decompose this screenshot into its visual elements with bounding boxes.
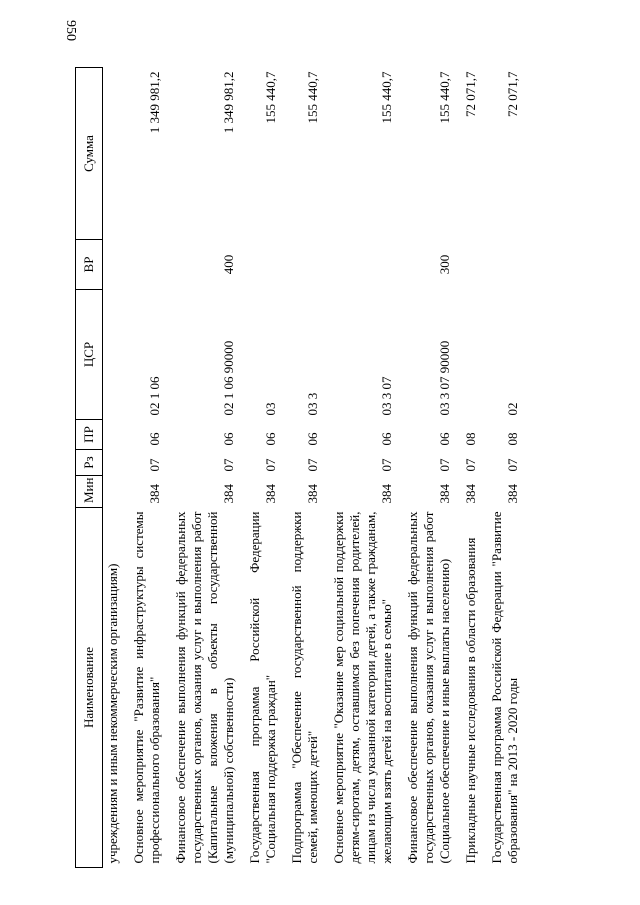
- row-name: Подпрограмма "Обеспечение государственной поддержки семей, имеющих детей": [289, 511, 320, 864]
- row-min: 384: [221, 484, 236, 504]
- row-vr: [329, 240, 397, 290]
- row-name: Основное мероприятие "Оказание мер социальной поддержки детям-сиротам, детям, оставшимся без попечения родителей, лицам из числа указанной категории детей, а также гражданам, желающим взять детей на воспитание в семью": [331, 511, 394, 864]
- table-row: [287, 68, 323, 868]
- row-min: 384: [379, 484, 394, 504]
- row-csr: 02 1 06 90000: [221, 340, 236, 416]
- row-vr: [287, 240, 323, 290]
- row-csr: [103, 290, 124, 420]
- row-pr: 06: [437, 432, 452, 446]
- row-rz: [103, 450, 124, 476]
- budget-table: [75, 67, 523, 868]
- row-sum: 72 071,7: [505, 71, 520, 117]
- row-min: 384: [437, 484, 452, 504]
- row-vr: [245, 240, 281, 290]
- row-sum: 155 440,7: [263, 71, 278, 124]
- row-rz: 07: [305, 458, 320, 472]
- row-min: 384: [263, 484, 278, 504]
- row-name: учреждениям и иным некоммерческим организациям): [105, 563, 120, 864]
- row-rz: 07: [505, 458, 520, 472]
- row-name: Финансовое обеспечение выполнения функций федеральных государственных органов, оказания услуг и выполнения работ (Социальное обеспечение и иные выплаты населению): [405, 511, 452, 864]
- table-row: [487, 68, 523, 868]
- row-sum: 155 440,7: [379, 71, 394, 124]
- row-vr: [487, 240, 523, 290]
- page-number: 950: [63, 19, 78, 41]
- row-pr: [103, 420, 124, 450]
- row-rz: 07: [147, 458, 162, 472]
- row-min: 384: [305, 484, 320, 504]
- row-name: Финансовое обеспечение выполнения функций федеральных государственных органов, оказания услуг и выполнения работ (Капитальные вложения в объекты государственной (муниципальной) собственности): [173, 511, 236, 864]
- row-sum: [103, 68, 124, 240]
- header-vr: ВР: [76, 240, 103, 290]
- row-sum: 1 349 981,2: [221, 71, 236, 134]
- row-name: Основное мероприятие "Развитие инфраструктуры системы профессионального образования": [131, 511, 162, 864]
- row-min: [103, 476, 124, 508]
- row-min: 384: [147, 484, 162, 504]
- table-row: [171, 68, 239, 868]
- row-csr: 02 1 06: [147, 376, 162, 416]
- row-vr: 300: [437, 254, 452, 275]
- row-csr: 03 3 07: [379, 376, 394, 416]
- header-min: Мин: [76, 476, 103, 508]
- row-pr: 06: [221, 432, 236, 446]
- row-sum: 1 349 981,2: [147, 71, 162, 134]
- row-vr: [103, 240, 124, 290]
- row-name: Государственная программа Российской Федерации "Развитие образования" на 2013 - 2020 годы: [489, 511, 520, 864]
- row-vr: 400: [221, 254, 236, 275]
- row-rz: 07: [221, 458, 236, 472]
- row-csr: 03 3: [305, 392, 320, 416]
- table-row: [329, 68, 397, 868]
- row-sum: 155 440,7: [305, 71, 320, 124]
- table-row: [103, 68, 124, 868]
- row-min: 384: [463, 484, 478, 504]
- row-pr: 06: [379, 432, 394, 446]
- row-sum: 155 440,7: [437, 71, 452, 124]
- header-rz: Рз: [76, 450, 103, 476]
- header-name: Наименование: [76, 508, 103, 868]
- header-sum: Сумма: [76, 68, 103, 240]
- row-rz: 07: [263, 458, 278, 472]
- header-csr: ЦСР: [76, 290, 103, 420]
- row-pr: 06: [305, 432, 320, 446]
- row-csr: 02: [505, 402, 520, 416]
- row-min: 384: [505, 484, 520, 504]
- budget-table-wrapper: [75, 68, 595, 868]
- row-rz: 07: [463, 458, 478, 472]
- row-vr: [461, 240, 481, 290]
- row-sum: 72 071,7: [463, 71, 478, 117]
- table-row: [461, 68, 481, 868]
- row-csr: 03 3 07 90000: [437, 340, 452, 416]
- row-name: Государственная программа Российской Федерации "Социальная поддержка граждан": [247, 511, 278, 864]
- row-rz: 07: [379, 458, 394, 472]
- table-row: [245, 68, 281, 868]
- row-pr: 06: [263, 432, 278, 446]
- row-pr: 08: [505, 432, 520, 446]
- row-pr: 06: [147, 432, 162, 446]
- table-row: [129, 68, 165, 868]
- header-pr: ПР: [76, 420, 103, 450]
- table-header-row: [76, 68, 103, 868]
- row-name: Прикладные научные исследования в области образования: [463, 537, 478, 864]
- row-csr: 03: [263, 402, 278, 416]
- row-vr: [129, 240, 165, 290]
- row-rz: 07: [437, 458, 452, 472]
- table-row: [403, 68, 455, 868]
- row-csr: [461, 290, 481, 420]
- row-pr: 08: [463, 432, 478, 446]
